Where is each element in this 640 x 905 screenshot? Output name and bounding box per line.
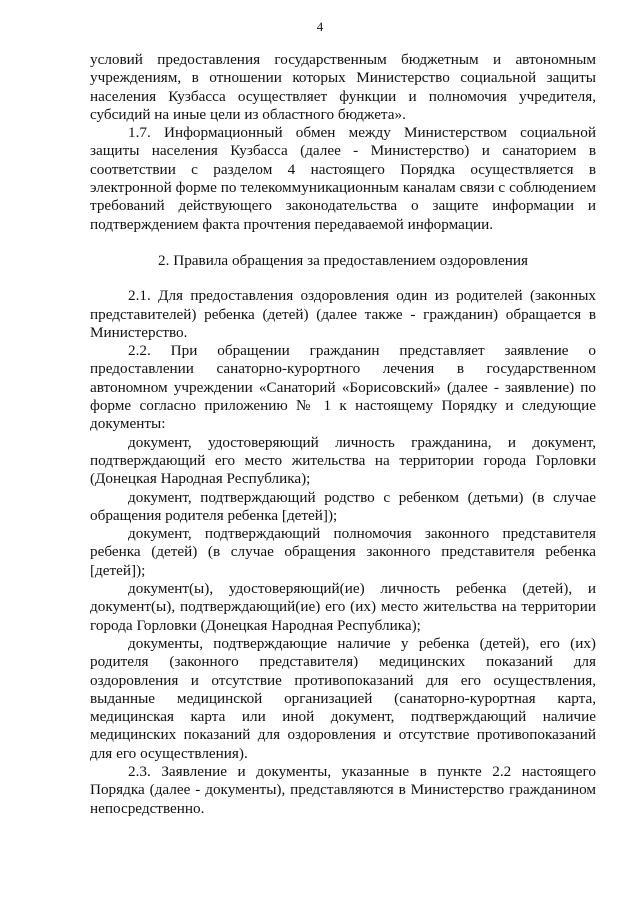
document-item-child-identity: документ(ы), удостоверяющий(ие) личность ребенка (детей), и документ(ы), подтверждающий(ие) его (их) место жительства на территории города Горловки (Донецкая Народная Республика); <box>90 580 596 634</box>
document-item-medical: документы, подтверждающие наличие у ребенка (детей), его (их) родителя (законного представителя) медицинских показаний для оздоровления и отсутствие противопоказаний для его осуществления, выданные медицинской организацией (санаторно-курортная карта, медицинская карта или иной документ, подтверждающий наличие медицинских показаний для оздоровления и отсутствие противопоказаний для его осуществления). <box>90 634 596 762</box>
document-item-guardian-authority: документ, подтверждающий полномочия законного представителя ребенка (детей) (в случае обращения законного представителя ребенка [детей]); <box>90 525 596 579</box>
paragraph-2-2: 2.2. При обращении гражданин представляет заявление о предоставлении санаторно-курортного лечения в государственном автономном учреждении «Санаторий «Борисовский» (далее - заявление) по форме согласно приложению № 1 к настоящему Порядку и следующие документы: <box>90 342 596 433</box>
paragraph-2-3: 2.3. Заявление и документы, указанные в пункте 2.2 настоящего Порядка (далее - документы), представляются в Министерство гражданином непосредственно. <box>90 762 596 817</box>
document-item-kinship: документ, подтверждающий родство с ребенком (детьми) (в случае обращения родителя ребенка [детей]); <box>90 488 596 524</box>
paragraph-1-7: 1.7. Информационный обмен между Министерством социальной защиты населения Кузбасса (далее - Министерство) и санаторием в соответствии с разделом 4 настоящего Порядка осуществляется в электронной форме по телекоммуникационным каналам связи с соблюдением требований действующего законодательства о защите информации и подтверждением факта прочтения передаваемой информации. <box>90 124 596 233</box>
document-body <box>90 51 596 818</box>
page-number: 4 <box>316 19 324 34</box>
paragraph-1-6-continuation: условий предоставления государственным бюджетным и автономным учреждениям, в отношении которых Министерство социальной защиты населения Кузбасса осуществляет функции и полномочия учредителя, субсидий на иные цели из областного бюджета». <box>90 51 596 123</box>
section-heading-2: 2. Правила обращения за предоставлением оздоровления <box>158 251 528 269</box>
paragraph-2-1: 2.1. Для предоставления оздоровления один из родителей (законных представителей) ребенка (детей) (далее также - гражданин) обращается в Министерство. <box>90 287 596 341</box>
document-item-identity: документ, удостоверяющий личность гражданина, и документ, подтверждающий его место жительства на территории города Горловки (Донецкая Народная Республика); <box>90 433 596 488</box>
